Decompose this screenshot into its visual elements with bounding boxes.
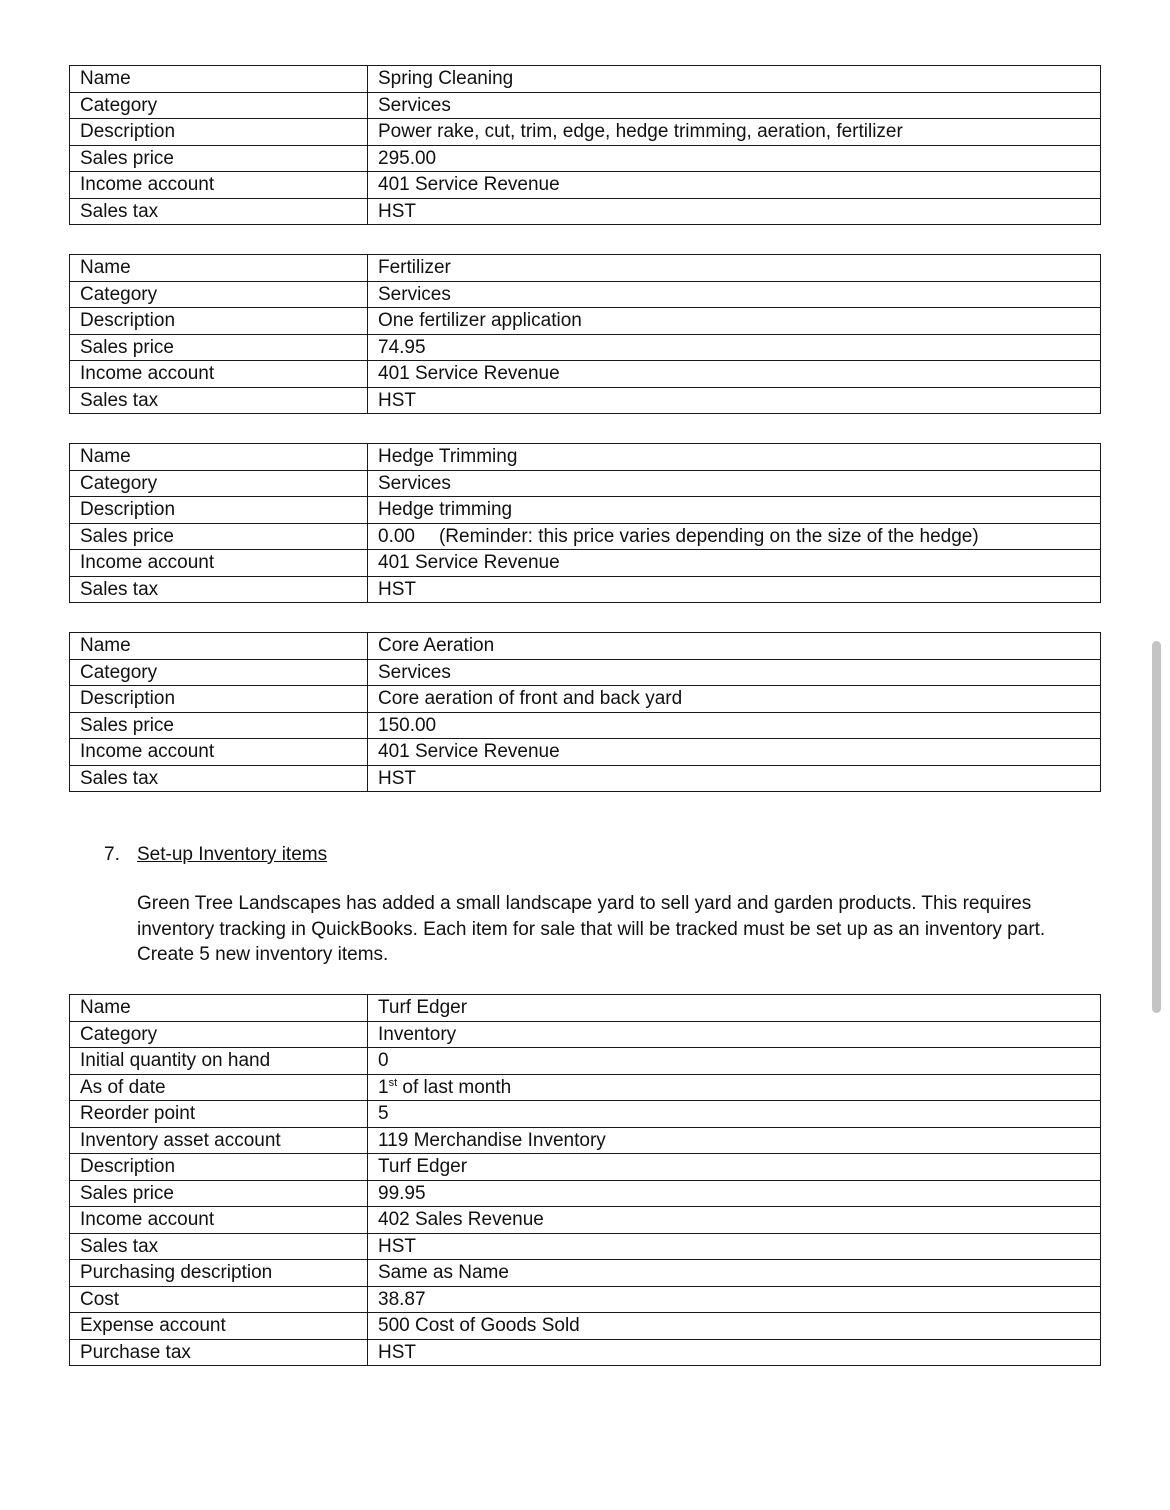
table-row — [70, 281, 1101, 308]
field-value: Power rake, cut, trim, edge, hedge trimming, aeration, fertilizer — [368, 119, 1101, 146]
table-row — [70, 497, 1101, 524]
table-row — [70, 1260, 1101, 1287]
table-row — [70, 1313, 1101, 1340]
table-row — [70, 119, 1101, 146]
field-label: Expense account — [70, 1313, 368, 1340]
table-row — [70, 1233, 1101, 1260]
field-value: Core aeration of front and back yard — [368, 686, 1101, 713]
table-row — [70, 1127, 1101, 1154]
field-value: 295.00 — [368, 145, 1101, 172]
field-value: 401 Service Revenue — [368, 550, 1101, 577]
field-label: Sales tax — [70, 198, 368, 225]
table-row — [70, 145, 1101, 172]
table-row — [70, 765, 1101, 792]
field-value: 150.00 — [368, 712, 1101, 739]
field-value: 119 Merchandise Inventory — [368, 1127, 1101, 1154]
field-label: Initial quantity on hand — [70, 1048, 368, 1075]
field-label: Name — [70, 995, 368, 1022]
date-day: 1 — [378, 1076, 389, 1098]
field-value: 99.95 — [368, 1180, 1101, 1207]
field-label: Sales price — [70, 145, 368, 172]
table-row — [70, 255, 1101, 282]
field-label: Reorder point — [70, 1101, 368, 1128]
table-row — [70, 361, 1101, 388]
field-value: HST — [368, 1233, 1101, 1260]
field-value: Services — [368, 281, 1101, 308]
field-label: Category — [70, 92, 368, 119]
field-value: HST — [368, 765, 1101, 792]
section-heading — [104, 843, 327, 867]
service-item-table-spring-cleaning — [69, 65, 1101, 225]
service-item-table-core-aeration — [69, 632, 1101, 792]
field-label: Description — [70, 686, 368, 713]
field-label: Sales price — [70, 1180, 368, 1207]
field-value: HST — [368, 576, 1101, 603]
field-value: HST — [368, 198, 1101, 225]
field-label: As of date — [70, 1074, 368, 1101]
field-label: Sales price — [70, 712, 368, 739]
table-row — [70, 712, 1101, 739]
field-label: Sales price — [70, 523, 368, 550]
field-value: 402 Sales Revenue — [368, 1207, 1101, 1234]
table-row — [70, 659, 1101, 686]
field-label: Sales tax — [70, 576, 368, 603]
field-label: Category — [70, 470, 368, 497]
field-label: Income account — [70, 739, 368, 766]
service-item-table-hedge-trimming — [69, 443, 1101, 603]
field-value — [368, 1074, 1101, 1101]
field-label: Category — [70, 659, 368, 686]
field-value: Services — [368, 470, 1101, 497]
date-rest: of last month — [397, 1076, 512, 1098]
section-number: 7. — [104, 844, 120, 865]
table-row — [70, 1074, 1101, 1101]
service-item-table-fertilizer — [69, 254, 1101, 414]
field-label: Name — [70, 444, 368, 471]
field-label: Sales tax — [70, 387, 368, 414]
table-row — [70, 1286, 1101, 1313]
field-value: 401 Service Revenue — [368, 361, 1101, 388]
field-label: Income account — [70, 361, 368, 388]
table-row — [70, 66, 1101, 93]
field-value: 74.95 — [368, 334, 1101, 361]
field-label: Name — [70, 633, 368, 660]
field-value: Services — [368, 659, 1101, 686]
table-row — [70, 92, 1101, 119]
field-label: Description — [70, 1154, 368, 1181]
table-row — [70, 995, 1101, 1022]
field-label: Description — [70, 308, 368, 335]
table-row — [70, 1180, 1101, 1207]
date-ordinal-suffix: st — [388, 1076, 398, 1089]
table-row — [70, 1021, 1101, 1048]
vertical-scrollbar-thumb[interactable] — [1152, 641, 1161, 1013]
field-value: Core Aeration — [368, 633, 1101, 660]
table-row — [70, 576, 1101, 603]
field-label: Inventory asset account — [70, 1127, 368, 1154]
table-row — [70, 1339, 1101, 1366]
table-row — [70, 387, 1101, 414]
field-value: 401 Service Revenue — [368, 739, 1101, 766]
table-row — [70, 198, 1101, 225]
field-value: One fertilizer application — [368, 308, 1101, 335]
field-value: Services — [368, 92, 1101, 119]
table-row — [70, 1154, 1101, 1181]
field-value: 401 Service Revenue — [368, 172, 1101, 199]
field-label: Name — [70, 255, 368, 282]
field-label: Income account — [70, 1207, 368, 1234]
table-row — [70, 172, 1101, 199]
field-label: Sales tax — [70, 765, 368, 792]
field-label: Sales price — [70, 334, 368, 361]
field-value: HST — [368, 387, 1101, 414]
table-row — [70, 1048, 1101, 1075]
table-row — [70, 633, 1101, 660]
field-label: Category — [70, 281, 368, 308]
section-title: Set-up Inventory items — [137, 844, 328, 865]
field-label: Purchasing description — [70, 1260, 368, 1287]
inventory-item-table-turf-edger — [69, 994, 1101, 1366]
field-value: Fertilizer — [368, 255, 1101, 282]
field-value: Hedge Trimming — [368, 444, 1101, 471]
table-row — [70, 686, 1101, 713]
field-value: 0 — [368, 1048, 1101, 1075]
field-value: Inventory — [368, 1021, 1101, 1048]
table-row — [70, 334, 1101, 361]
sales-price-value: 0.00 — [378, 525, 415, 547]
section-intro-paragraph: Green Tree Landscapes has added a small landscape yard to sell yard and garden products. This requires inventory tracking in QuickBooks. Each item for sale that will be tracked must be set up as an inventory part. Create 5 new inventory items. — [137, 893, 1046, 965]
field-value: 5 — [368, 1101, 1101, 1128]
field-value: Turf Edger — [368, 995, 1101, 1022]
field-value: Same as Name — [368, 1260, 1101, 1287]
table-row — [70, 550, 1101, 577]
field-value — [368, 523, 1101, 550]
field-value: HST — [368, 1339, 1101, 1366]
field-label: Income account — [70, 550, 368, 577]
field-value: Hedge trimming — [368, 497, 1101, 524]
table-row — [70, 523, 1101, 550]
table-row — [70, 444, 1101, 471]
table-row — [70, 1207, 1101, 1234]
field-label: Name — [70, 66, 368, 93]
field-label: Sales tax — [70, 1233, 368, 1260]
field-label: Cost — [70, 1286, 368, 1313]
table-row — [70, 308, 1101, 335]
field-value: 500 Cost of Goods Sold — [368, 1313, 1101, 1340]
field-value: 38.87 — [368, 1286, 1101, 1313]
table-row — [70, 470, 1101, 497]
table-row — [70, 739, 1101, 766]
table-row — [70, 1101, 1101, 1128]
price-reminder-note: (Reminder: this price varies depending on the size of the hedge) — [438, 525, 979, 547]
field-label: Income account — [70, 172, 368, 199]
field-label: Description — [70, 119, 368, 146]
field-value: Spring Cleaning — [368, 66, 1101, 93]
field-label: Category — [70, 1021, 368, 1048]
field-value: Turf Edger — [368, 1154, 1101, 1181]
field-label: Description — [70, 497, 368, 524]
field-label: Purchase tax — [70, 1339, 368, 1366]
